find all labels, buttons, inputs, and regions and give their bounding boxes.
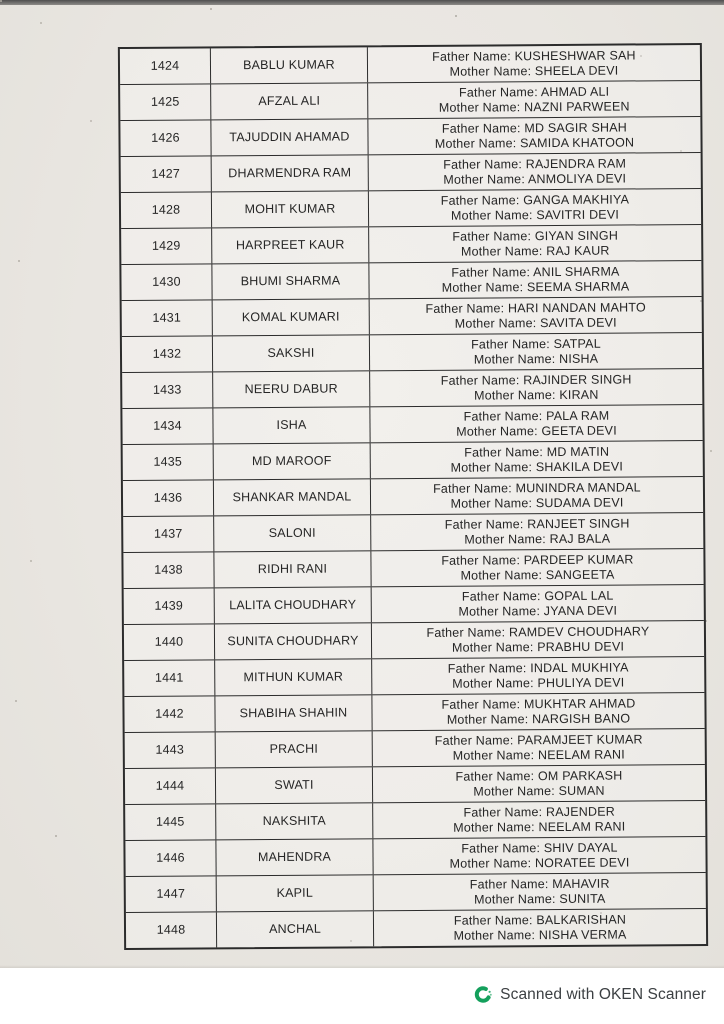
parents-cell [371,549,703,586]
roll-number-cell: 1428 [121,192,212,228]
parents-cell [374,873,706,910]
table-row [126,909,706,948]
mother-name-line: Mother Name: NEELAM RANI [452,747,625,763]
parents-cell [372,585,704,622]
father-name-line: Father Name: RAJINDER SINGH [440,372,632,388]
father-name-line: Father Name: GOPAL LAL [461,588,614,604]
table-row [122,405,702,445]
mother-name-line: Mother Name: SAVITRI DEVI [450,207,620,223]
father-name-line: Father Name: PARDEEP KUMAR [441,552,634,568]
table-row [121,261,701,301]
father-name-line: Father Name: ANIL SHARMA [451,264,620,280]
father-name-line: Father Name: GANGA MAKHIYA [440,192,630,208]
father-name-line: Father Name: MAHAVIR [469,876,610,892]
roll-number-cell: 1440 [124,624,215,660]
table-row [126,873,706,913]
mother-name-line: Mother Name: RAJ BALA [464,531,611,547]
table-row [121,225,701,265]
father-name-line: Father Name: RAJENDER [463,804,615,820]
table-row [125,837,705,877]
father-name-line: Father Name: PALA RAM [463,408,610,424]
parents-cell [368,117,700,154]
scanner-edge-top [0,0,724,5]
parents-cell [369,153,701,190]
table-row [124,693,704,733]
father-name-line: Father Name: RAMDEV CHOUDHARY [426,624,650,640]
mother-name-line: Mother Name: SAVITA DEVI [454,315,617,331]
parents-cell [370,405,702,442]
roll-number-cell: 1426 [120,120,211,156]
roll-number-cell: 1446 [125,840,216,876]
student-name-cell: MD MAROOF [214,443,371,479]
roll-number-cell: 1444 [125,768,216,804]
roll-number-cell: 1442 [124,696,215,732]
roll-number-cell: 1443 [125,732,216,768]
student-name-cell: AFZAL ALI [211,83,368,119]
table-row [125,765,705,805]
student-name-cell: KAPIL [217,875,374,911]
roll-number-cell: 1427 [121,156,212,192]
father-name-line: Father Name: PARAMJEET KUMAR [434,732,643,748]
father-name-line: Father Name: AHMAD ALI [458,84,610,100]
mother-name-line: Mother Name: KIRAN [474,387,599,403]
table-row [121,153,701,193]
table-row [123,549,703,589]
father-name-line: Father Name: MUKHTAR AHMAD [441,696,636,712]
roll-number-cell: 1435 [123,444,214,480]
student-name-cell: LALITA CHOUDHARY [215,587,372,623]
parents-cell [372,693,704,730]
roll-number-cell: 1433 [122,372,213,408]
father-name-line: Father Name: OM PARKASH [455,768,623,784]
student-name-cell: PRACHI [216,731,373,767]
father-name-line: Father Name: RANJEET SINGH [444,516,630,532]
student-name-cell: DHARMENDRA RAM [212,155,369,191]
student-name-cell: NAKSHITA [216,803,373,839]
mother-name-line: Mother Name: RAJ KAUR [460,243,610,259]
footer-label: Scanned with OKEN Scanner [500,985,706,1003]
roll-number-cell: 1445 [125,804,216,840]
student-name-cell: MOHIT KUMAR [212,191,369,227]
parents-cell [368,81,700,118]
table-row [125,729,705,769]
roll-number-cell: 1434 [122,408,213,444]
father-name-line: Father Name: RAJENDRA RAM [443,156,627,172]
mother-name-line: Mother Name: GEETA DEVI [456,423,617,439]
roll-number-cell: 1431 [122,300,213,336]
student-name-cell: HARPREET KAUR [212,227,369,263]
table-row [123,441,703,481]
father-name-line: Father Name: HARI NANDAN MAHTO [425,300,646,316]
parents-cell [372,657,704,694]
father-name-line: Father Name: MD SAGIR SHAH [441,120,628,136]
student-name-cell: SUNITA CHOUDHARY [215,623,372,659]
student-name-cell: ISHA [213,407,370,443]
father-name-line: Father Name: SATPAL [471,336,601,352]
father-name-line: Father Name: MUNINDRA MANDAL [433,480,641,496]
parents-cell [369,189,701,226]
father-name-line: Father Name: INDAL MUKHIYA [447,660,629,676]
student-name-cell: SWATI [216,767,373,803]
mother-name-line: Mother Name: SUMAN [473,783,605,799]
student-name-cell: BHUMI SHARMA [212,263,369,299]
mother-name-line: Mother Name: SHEELA DEVI [449,63,619,79]
table-row [125,801,705,841]
table-row [122,369,702,409]
mother-name-line: Mother Name: SHAKILA DEVI [450,459,624,475]
parents-cell [371,477,703,514]
parents-cell [368,45,700,82]
parents-cell [371,513,703,550]
father-name-line: Father Name: BALKARISHAN [453,912,627,928]
mother-name-line: Mother Name: SUNITA [474,891,606,907]
parents-cell [372,621,704,658]
table-row [122,297,702,337]
oken-scanner-logo [474,985,493,1004]
mother-name-line: Mother Name: NEELAM RANI [453,819,626,835]
table-row [124,657,704,697]
roll-number-cell: 1438 [123,552,214,588]
student-name-cell: BABLU KUMAR [211,47,368,83]
student-name-cell: ANCHAL [217,911,374,947]
mother-name-line: Mother Name: SANGEETA [460,567,615,583]
father-name-line: Father Name: KUSHESHWAR SAH [432,48,636,64]
parents-cell [374,909,706,946]
roll-number-cell: 1429 [121,228,212,264]
table-row [120,81,700,121]
parents-cell [373,729,705,766]
parents-cell [373,765,705,802]
mother-name-line: Mother Name: NARGISH BANO [446,710,631,727]
parents-cell [371,441,703,478]
father-name-line: Father Name: SHIV DAYAL [461,840,618,856]
student-name-cell: SAKSHI [213,335,370,371]
table-row [123,477,703,517]
mother-name-line: Mother Name: JYANA DEVI [458,603,618,619]
mother-name-line: Mother Name: SEEMA SHARMA [441,278,630,295]
student-name-cell: MAHENDRA [216,839,373,875]
table-row [124,621,704,661]
roll-number-cell: 1439 [124,588,215,624]
student-name-cell: SHANKAR MANDAL [214,479,371,515]
roll-number-cell: 1432 [122,336,213,372]
father-name-line: Father Name: MD MATIN [464,444,610,460]
roll-number-cell: 1437 [123,516,214,552]
parents-cell [373,801,705,838]
parents-cell [369,261,701,298]
mother-name-line: Mother Name: NISHA [473,351,599,367]
scanner-brand [474,985,706,1004]
mother-name-line: Mother Name: PRABHU DEVI [451,639,625,655]
table-row [122,333,702,373]
table-row [124,585,704,625]
parents-cell [369,225,701,262]
scan-noise-specks [0,0,2,2]
parents-cell [370,333,702,370]
table-row [120,117,700,157]
student-name-cell: NEERU DABUR [213,371,370,407]
student-name-cell: SHABIHA SHAHIN [215,695,372,731]
father-name-line: Father Name: GIYAN SINGH [452,228,619,244]
student-roll-table [118,43,708,950]
table-row [121,189,701,229]
mother-name-line: Mother Name: NISHA VERMA [453,927,627,943]
parents-cell [373,837,705,874]
mother-name-line: Mother Name: SUDAMA DEVI [450,495,624,511]
roll-number-cell: 1425 [120,84,211,120]
roll-number-cell: 1448 [126,912,217,948]
mother-name-line: Mother Name: PHULIYA DEVI [452,675,625,691]
student-name-cell: KOMAL KUMARI [213,299,370,335]
roll-number-cell: 1424 [120,48,211,84]
student-name-cell: MITHUN KUMAR [215,659,372,695]
mother-name-line: Mother Name: NORATEE DEVI [449,854,630,871]
parents-cell [370,297,702,334]
student-name-cell: TAJUDDIN AHAMAD [211,119,368,155]
roll-number-cell: 1441 [124,660,215,696]
mother-name-line: Mother Name: ANMOLIYA DEVI [443,171,627,187]
mother-name-line: Mother Name: NAZNI PARWEEN [438,98,630,115]
table-row [123,513,703,553]
roll-number-cell: 1430 [121,264,212,300]
table-row [120,45,700,85]
roll-number-cell: 1436 [123,480,214,516]
scan-footer [0,968,724,1024]
student-name-cell: SALONI [214,515,371,551]
mother-name-line: Mother Name: SAMIDA KHATOON [434,134,635,151]
parents-cell [370,369,702,406]
student-name-cell: RIDHI RANI [214,551,371,587]
roll-number-cell: 1447 [126,876,217,912]
